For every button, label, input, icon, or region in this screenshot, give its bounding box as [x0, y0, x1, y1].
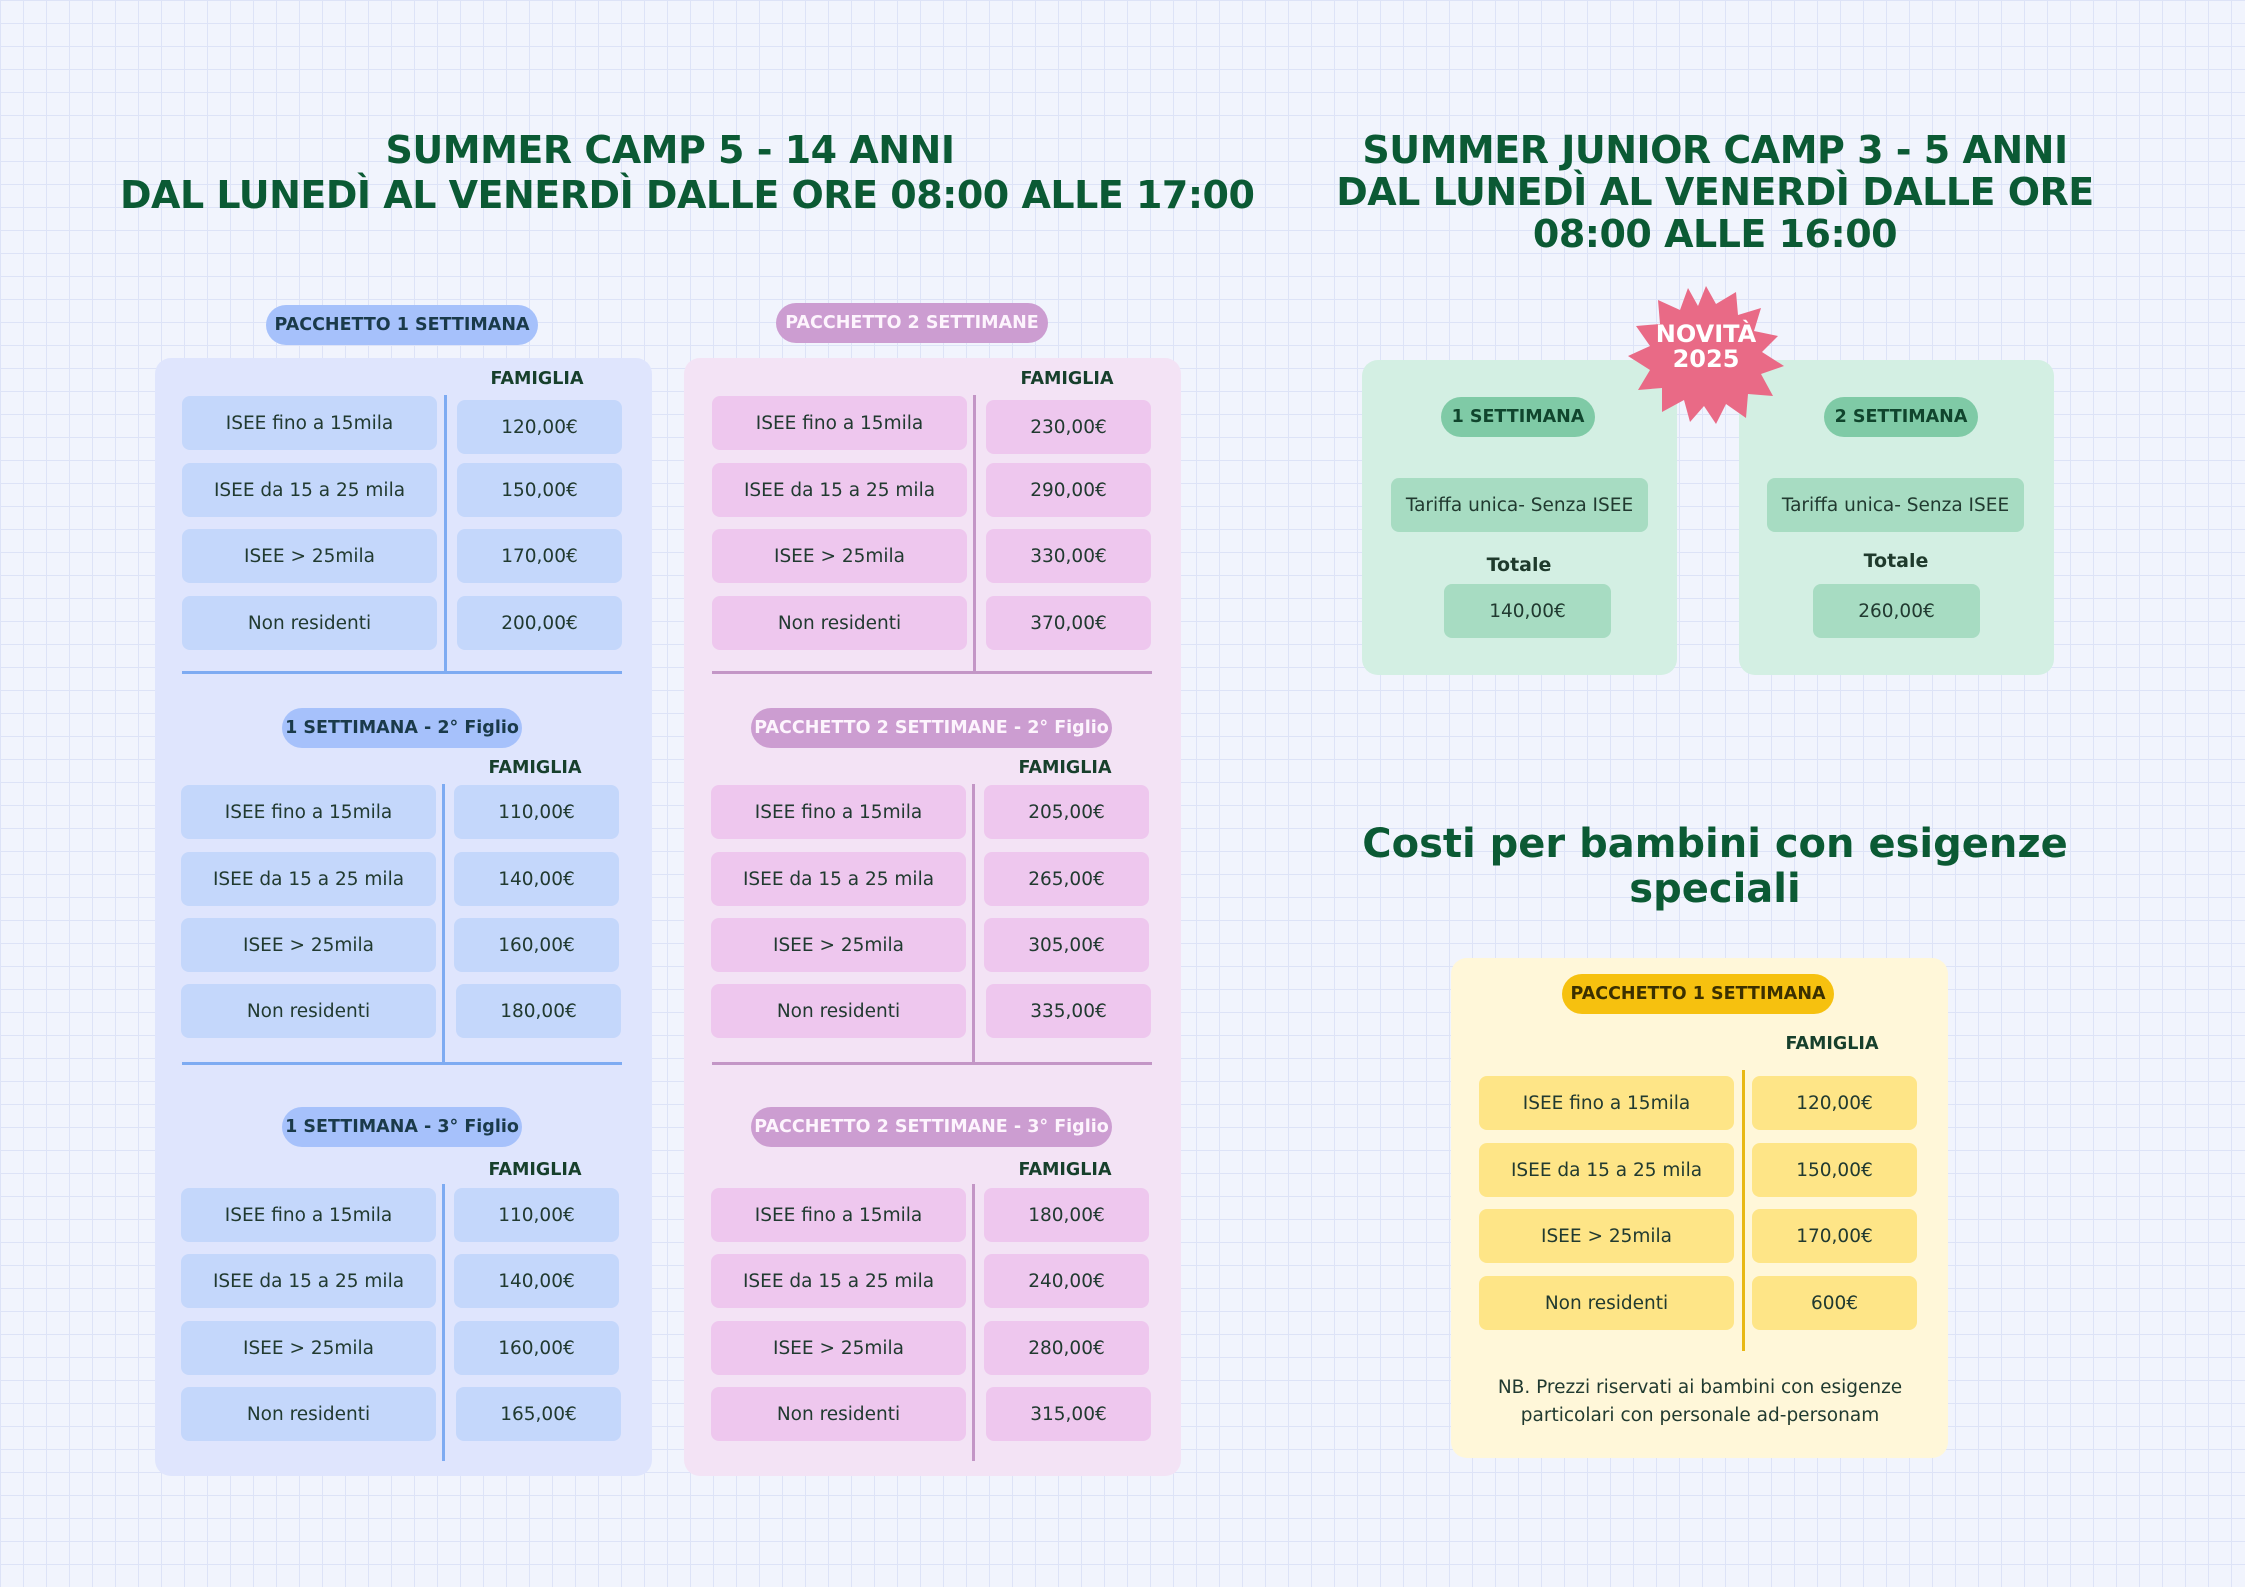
- blue-table-3-column-label: FAMIGLIA: [488, 1160, 582, 1180]
- table-row-price: 335,00€: [986, 984, 1151, 1038]
- table-row-price: 180,00€: [984, 1188, 1149, 1242]
- table-row-label: Non residenti: [711, 984, 966, 1038]
- table-row-price: 180,00€: [456, 984, 621, 1038]
- table-row-price: 170,00€: [1752, 1209, 1917, 1263]
- blue-table-1-heading: PACCHETTO 1 SETTIMANA: [266, 305, 538, 345]
- table-row-label: ISEE da 15 a 25 mila: [181, 852, 436, 906]
- table-row-label: ISEE da 15 a 25 mila: [712, 463, 967, 517]
- blue-table-3-heading: 1 SETTIMANA - 3° Figlio: [282, 1107, 522, 1147]
- blue-table-1-underline: [182, 671, 622, 674]
- junior-card-1-total-label: Totale: [1486, 554, 1552, 576]
- junior-card-1-heading: 1 SETTIMANA: [1441, 397, 1595, 437]
- table-row-price: 265,00€: [984, 852, 1149, 906]
- table-row-price: 140,00€: [454, 852, 619, 906]
- special-needs-note-line2: particolari con personale ad-personam: [1520, 1404, 1880, 1426]
- table-row-price: 120,00€: [1752, 1076, 1917, 1130]
- special-needs-title-line1: Costi per bambini con esigenze: [1362, 821, 2068, 867]
- blue-table-2-column-label: FAMIGLIA: [488, 758, 582, 778]
- table-row-price: 110,00€: [454, 1188, 619, 1242]
- junior-card-1-rate: Tariffa unica- Senza ISEE: [1391, 478, 1648, 532]
- blue-table-1-divider: [444, 395, 447, 672]
- table-row-price: 230,00€: [986, 400, 1151, 454]
- table-row-price: 315,00€: [986, 1387, 1151, 1441]
- table-row-price: 330,00€: [986, 529, 1151, 583]
- table-row-price: 150,00€: [457, 463, 622, 517]
- table-row-price: 200,00€: [457, 596, 622, 650]
- table-row-price: 305,00€: [984, 918, 1149, 972]
- table-row-label: ISEE da 15 a 25 mila: [1479, 1143, 1734, 1197]
- novita-badge-text: [1628, 322, 1784, 372]
- table-row-price: 290,00€: [986, 463, 1151, 517]
- blue-table-3-divider: [442, 1184, 445, 1461]
- table-row-price: 120,00€: [457, 400, 622, 454]
- table-row-label: ISEE da 15 a 25 mila: [711, 852, 966, 906]
- table-row-label: ISEE fino a 15mila: [711, 785, 966, 839]
- table-row-label: ISEE fino a 15mila: [182, 396, 437, 450]
- pink-table-3-divider: [972, 1184, 975, 1461]
- junior-card-2-rate: Tariffa unica- Senza ISEE: [1767, 478, 2024, 532]
- table-row-label: ISEE fino a 15mila: [1479, 1076, 1734, 1130]
- pink-table-1-column-label: FAMIGLIA: [1020, 369, 1114, 389]
- table-row-price: 165,00€: [456, 1387, 621, 1441]
- pink-table-1-heading: PACCHETTO 2 SETTIMANE: [776, 303, 1048, 343]
- blue-table-1-column-label: FAMIGLIA: [490, 369, 584, 389]
- table-row-price: 240,00€: [984, 1254, 1149, 1308]
- pink-table-2-column-label: FAMIGLIA: [1018, 758, 1112, 778]
- table-row-label: ISEE da 15 a 25 mila: [181, 1254, 436, 1308]
- table-row-label: ISEE fino a 15mila: [181, 785, 436, 839]
- special-needs-heading: PACCHETTO 1 SETTIMANA: [1562, 974, 1834, 1014]
- table-row-price: 150,00€: [1752, 1143, 1917, 1197]
- blue-pricing-panel: [155, 358, 652, 1476]
- table-row-label: Non residenti: [181, 1387, 436, 1441]
- special-needs-column-label: FAMIGLIA: [1785, 1034, 1879, 1054]
- table-row-price: 170,00€: [457, 529, 622, 583]
- special-needs-divider: [1742, 1070, 1745, 1351]
- novita-badge-line1: NOVITÀ: [1655, 320, 1757, 348]
- table-row-price: 370,00€: [986, 596, 1151, 650]
- table-row-price: 205,00€: [984, 785, 1149, 839]
- table-row-label: Non residenti: [182, 596, 437, 650]
- blue-table-2-heading: 1 SETTIMANA - 2° Figlio: [282, 708, 522, 748]
- special-needs-title: [1335, 822, 2095, 912]
- junior-card-2-total-label: Totale: [1863, 550, 1929, 572]
- table-row-label: ISEE fino a 15mila: [711, 1188, 966, 1242]
- table-row-label: ISEE > 25mila: [712, 529, 967, 583]
- summer-camp-title: [120, 128, 1255, 218]
- pink-table-3-column-label: FAMIGLIA: [1018, 1160, 1112, 1180]
- junior-card-2-heading: 2 SETTIMANA: [1824, 397, 1978, 437]
- table-row-label: Non residenti: [1479, 1276, 1734, 1330]
- pink-table-3-heading: PACCHETTO 2 SETTIMANE - 3° Figlio: [751, 1107, 1112, 1147]
- table-row-label: Non residenti: [181, 984, 436, 1038]
- summer-camp-title-line2: DAL LUNEDÌ AL VENERDÌ DALLE ORE 08:00 ALLE 17:00: [120, 172, 1255, 217]
- junior-card-2-price: 260,00€: [1813, 584, 1980, 638]
- pink-table-1-divider: [973, 395, 976, 672]
- summer-camp-title-line1: SUMMER CAMP 5 - 14 ANNI: [385, 128, 955, 172]
- pink-table-1-underline: [712, 671, 1152, 674]
- table-row-label: Non residenti: [712, 596, 967, 650]
- table-row-label: ISEE > 25mila: [182, 529, 437, 583]
- pink-table-2-heading: PACCHETTO 2 SETTIMANE - 2° Figlio: [751, 708, 1112, 748]
- junior-camp-title: [1335, 130, 2095, 255]
- novita-badge-line2: 2025: [1672, 345, 1740, 374]
- pink-table-2-divider: [972, 784, 975, 1065]
- table-row-label: ISEE > 25mila: [181, 918, 436, 972]
- table-row-label: Non residenti: [711, 1387, 966, 1441]
- table-row-label: ISEE > 25mila: [711, 1321, 966, 1375]
- junior-card-1-price: 140,00€: [1444, 584, 1611, 638]
- table-row-label: ISEE fino a 15mila: [712, 396, 967, 450]
- table-row-price: 110,00€: [454, 785, 619, 839]
- pink-pricing-panel: [684, 358, 1181, 1476]
- blue-table-2-underline: [182, 1062, 622, 1065]
- special-needs-note: [1460, 1374, 1940, 1430]
- table-row-label: ISEE da 15 a 25 mila: [711, 1254, 966, 1308]
- junior-camp-title-line3: 08:00 ALLE 16:00: [1532, 211, 1898, 256]
- junior-camp-title-line1: SUMMER JUNIOR CAMP 3 - 5 ANNI: [1362, 128, 2068, 172]
- table-row-label: ISEE > 25mila: [711, 918, 966, 972]
- table-row-price: 600€: [1752, 1276, 1917, 1330]
- table-row-price: 160,00€: [454, 918, 619, 972]
- special-needs-note-line1: NB. Prezzi riservati ai bambini con esigenze: [1497, 1377, 1903, 1398]
- special-needs-title-line2: speciali: [1629, 866, 1801, 913]
- table-row-price: 160,00€: [454, 1321, 619, 1375]
- table-row-label: ISEE fino a 15mila: [181, 1188, 436, 1242]
- table-row-price: 280,00€: [984, 1321, 1149, 1375]
- pink-table-2-underline: [712, 1062, 1152, 1065]
- blue-table-2-divider: [442, 784, 445, 1065]
- table-row-price: 140,00€: [454, 1254, 619, 1308]
- junior-camp-title-line2: DAL LUNEDÌ AL VENERDÌ DALLE ORE: [1336, 169, 2094, 214]
- table-row-label: ISEE da 15 a 25 mila: [182, 463, 437, 517]
- table-row-label: ISEE > 25mila: [1479, 1209, 1734, 1263]
- table-row-label: ISEE > 25mila: [181, 1321, 436, 1375]
